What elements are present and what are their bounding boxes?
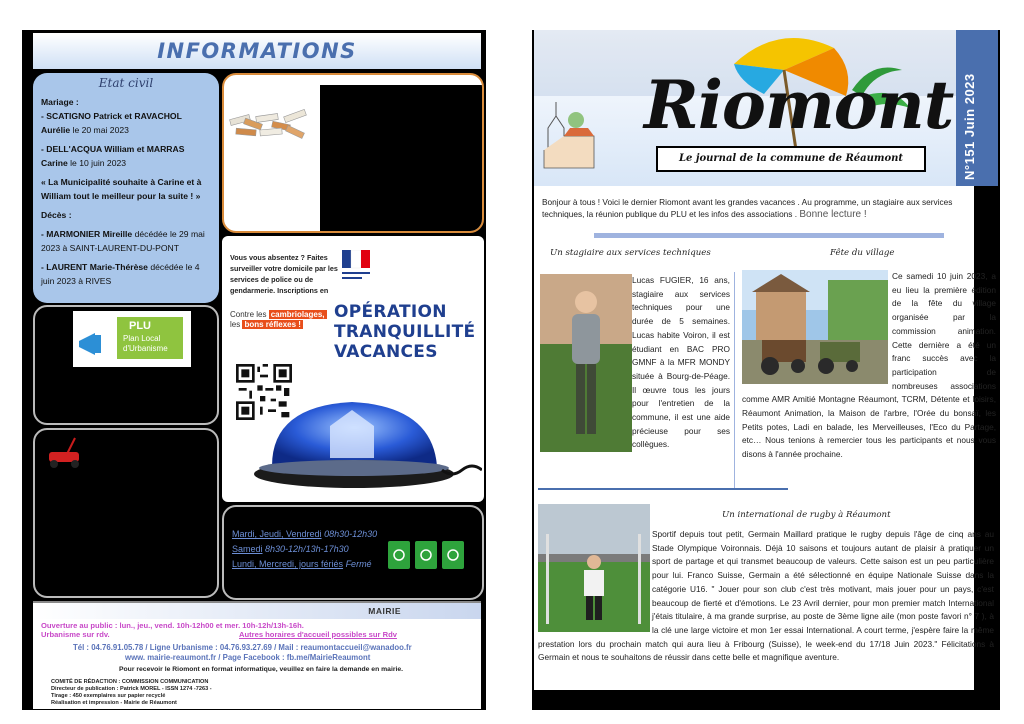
dechetterie-hours-card	[222, 505, 484, 600]
rugby-text	[538, 528, 994, 665]
masthead-title: Riomont	[644, 66, 954, 144]
edito-intro	[542, 196, 992, 221]
hours-line1-time: 08h30-12h30	[324, 529, 378, 539]
police-siren-image	[242, 396, 482, 496]
rugby-body: Sportif depuis tout petit, Germain Maillard pratique le rugby depuis l'âge de cinq ans au Stade Olympique Voironnais. Déjà 10 saisons et toujours autant de plaisir à pratiquer un sport de partage et qui transmet beaucoup de valeurs. Cette saison est un peu particulière pour lui. Franco Suisse, Germain a été sélectionné en équipe Nationale Suisse dans la catégorie U16. " Jouer pour son club c'est très motivant, mais jouer pour un pays, c'est beaucoup de fierté et d'émotions. Le 23 Avril dernier, pour mon premier match International j'étais titulaire, à ma grande surprise, au poste de 3ème ligne aile (mon poste favori n° 7 ), à la clé une large victoire et mon 1er essai International. A court terme, j'espère faire la même prestation lors du prochain match qui aura lieu à Fribourg (Suisse), le week-end du 17/18 Juin 2023." Félicitations à Germain et nous te souhaitons de réussir dans cette belle et magnifique aventure.	[538, 529, 994, 663]
rugby-title: Un international de rugby à Réaumont	[722, 510, 891, 520]
masthead-subtitle: Le journal de la commune de Réaumont	[656, 146, 926, 172]
fete-text	[742, 270, 996, 462]
stagiaire-body: Lucas FUGIER, 16 ans, stagiaire aux services techniques pour une durée de 5 semaines. Lucas habite Voiron, il est étudiant en BAC PRO GMNF à la MFR MONDY située à Bourg-de-Péage. Il œuvre tous les jours pour l'entretien de la commune, il est une aide précieuse pour ses collègues.	[632, 275, 730, 450]
mairie-footer	[33, 601, 481, 709]
mariage-1-names: - SCATIGNO Patrick et RAVACHOL Aurélie	[41, 111, 182, 135]
column-divider	[734, 272, 735, 490]
otv-contre: Contre les	[230, 310, 267, 319]
mairie-ouverture: Ouverture au public : lun., jeu., vend. 10h-12h00 et mer. 10h-12h/13h-16h.	[41, 621, 304, 630]
etat-civil-body	[33, 93, 219, 295]
comite-line2: Directeur de publication : Patrick MOREL - ISSN 1274 -7263 -	[51, 686, 212, 692]
left-page	[22, 30, 486, 710]
mariage-label: Mariage :	[41, 97, 79, 107]
right-page-content	[534, 30, 996, 690]
fete-title: Fête du village	[830, 248, 895, 258]
hours-line1-days: Mardi, Jeudi, Vendredi	[232, 529, 322, 539]
recycling-bins-icon	[388, 539, 464, 571]
deces-1-name: - MARMONIER Mireille	[41, 229, 133, 239]
plu-logo	[73, 311, 191, 367]
stagiaire-title: Un stagiaire aux services techniques	[550, 248, 711, 258]
mariage-2-date: le 10 juin 2023	[70, 158, 127, 168]
right-page	[532, 30, 1000, 710]
plu-card	[33, 305, 219, 425]
lawnmower-icon	[45, 436, 89, 470]
issue-number: N°151 Juin 2023	[962, 73, 977, 180]
otv-slogan	[230, 310, 327, 330]
mairie-info: Pour recevoir le Riomont en format informatique, veuillez en faire la demande en mairie.	[119, 666, 404, 673]
otv-title-line2: TRANQUILLITÉ	[334, 322, 476, 342]
cigarette-butts-card	[222, 73, 484, 233]
otv-cambriolages: cambriolages,	[270, 310, 325, 319]
operation-tranquillite-card	[222, 236, 484, 502]
deces-2-details: décédée le 4 juin 2023 à RIVES	[41, 262, 200, 286]
lawnmower-card	[33, 428, 219, 598]
comite-line1: COMITÉ DE RÉDACTION : COMMISSION COMMUNICATION	[51, 679, 209, 685]
republique-francaise-logo	[342, 250, 370, 284]
stagiaire-text	[538, 274, 730, 452]
deces-1-details: décédée le 29 mai 2023 à SAINT-LAURENT-DU-PONT	[41, 229, 205, 253]
hours-line3-status: Fermé	[345, 559, 372, 569]
mariage-1-date: le 20 mai 2023	[72, 125, 129, 135]
otv-bons-reflexes: bons réflexes !	[244, 320, 301, 329]
mairie-heading: MAIRIE	[33, 603, 481, 619]
bonne-lecture: Bonne lecture !	[799, 209, 867, 220]
deces-2-name: - LAURENT Marie-Thérèse	[41, 262, 148, 272]
informations-banner	[33, 33, 481, 69]
etat-civil-heading: Etat civil	[98, 76, 154, 90]
mairie-urbanisme: Urbanisme sur rdv.	[41, 630, 110, 639]
hours-line2-days: Samedi	[232, 544, 263, 554]
municipalite-wish: « La Municipalité souhaite à Carine et à William tout le meilleur pour la suite ! »	[41, 177, 202, 201]
mairie-web[interactable]: www. mairie-reaumont.fr / Page Facebook : fb.me/MairieReaumont	[125, 653, 371, 662]
mariage-2-names: - DELL'ACQUA William et MARRAS Carine	[41, 144, 185, 168]
cigarette-butts-image	[226, 95, 312, 151]
hours-line3-days: Lundi, Mercredi, jours fériés	[232, 559, 344, 569]
plu-logo-line2: Plan Local	[123, 334, 161, 343]
section-divider	[594, 233, 944, 238]
otv-title-line3: VACANCES	[334, 342, 438, 362]
deces-label: Décès :	[41, 210, 72, 220]
comite-redaction	[51, 679, 212, 707]
plu-logo-line1: PLU	[129, 320, 151, 332]
hours-list	[232, 527, 377, 572]
comite-line3: Tirage : 450 exemplaires sur papier recyclé	[51, 693, 166, 699]
hours-line2-time: 8h30-12h/13h-17h30	[265, 544, 349, 554]
informations-title: INFORMATIONS	[157, 39, 357, 63]
mairie-contact: Tél : 04.76.91.05.78 / Ligne Urbanisme : 04.76.93.27.69 / Mail : reaumontaccueil@wanadoo.fr	[73, 643, 412, 652]
fete-body: Ce samedi 10 juin 2023, a eu lieu la première édition de la fête du village organisée par la commission animation. Cette dernière a été un franc succès avec la participation de nombreuses associations comme AMR Amitié Montagne Réaumont, TCRM, Détente et loisirs, Réaumont Animation, la Maison de l'arbre, l'Orée du bonsaï, les Petits potes, Ladi en balade, les Merveilleuses, l'Eco du Partage, etc… Nous tenions à remercier tous les participants et nous vous disons à l'année prochaine.	[742, 271, 996, 460]
article-divider	[538, 488, 788, 490]
etat-civil-card	[33, 73, 219, 303]
otv-title-line1: OPÉRATION	[334, 302, 447, 322]
comite-line4: Réalisation et impression - Mairie de Réaumont	[51, 700, 177, 706]
mairie-autres-horaires: Autres horaires d'accueil possibles sur Rdv	[239, 630, 397, 639]
edito-text: Bonjour à tous ! Voici le dernier Riomont avant les grandes vacances . Au programme, un stagiaire aux services techniques, la réunion publique du PLU et les infos des associations .	[542, 197, 953, 219]
otv-intro-text: Vous vous absentez ? Faites surveiller votre domicile par les services de police ou de gendarmerie. Inscriptions en	[230, 253, 338, 295]
cigarette-text-area	[320, 85, 484, 233]
otv-title	[334, 302, 475, 362]
otv-les: les	[230, 320, 241, 329]
plu-logo-line3: d'Urbanisme	[123, 344, 168, 353]
